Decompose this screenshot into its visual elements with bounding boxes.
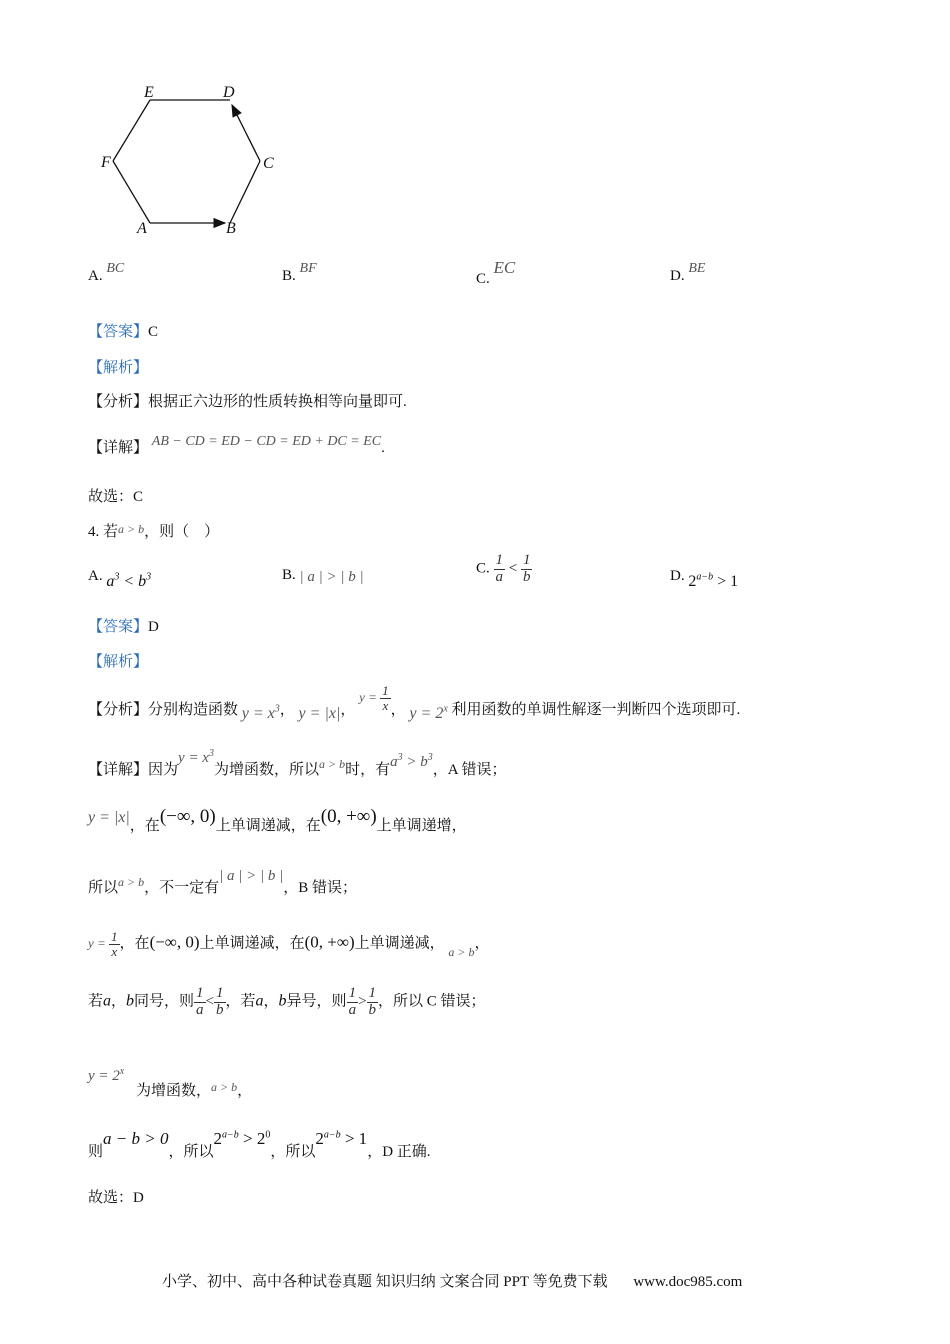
q3-detail: 【详解】 AB − CD = ED − CD = ED + DC = EC. bbox=[88, 434, 385, 456]
q4-option-d-value: $2^{a-b} > 1$ bbox=[688, 571, 739, 590]
q4-option-d: D. $2^{a-b} > 1$ bbox=[670, 568, 739, 590]
q4-detail-line-7: 则a − b > 0，所以$2^{a-b} > 2^0$，所以$2^{a-b} > 1$，D 正确. bbox=[88, 1129, 431, 1160]
q3-option-c: C. EC bbox=[476, 258, 516, 287]
q3-option-b-value: BF bbox=[299, 261, 317, 276]
page-footer bbox=[162, 1270, 742, 1291]
q3-option-a: A. BC bbox=[88, 261, 125, 284]
q3-option-c-value: EC bbox=[493, 258, 516, 277]
vertex-label-a: A bbox=[137, 220, 147, 237]
q4-option-a: A. $a^3 < b^3$ bbox=[88, 568, 152, 590]
q4-analysis: 【分析】分别构造函数 $y = x^3$， y = |x|， y = $\frac{1}{x}$ ， $y = 2^x$ 利用函数的单调性解逐一判断四个选项即可. bbox=[88, 683, 741, 722]
q4-detail-line-3: 所以$_{a > b}$，不一定有| a | > | b |，B 错误； bbox=[88, 868, 358, 896]
q3-answer: 【答案】C bbox=[88, 324, 159, 340]
q4-option-a-value: $a^3 < b^3$ bbox=[106, 571, 152, 590]
edge-fa bbox=[113, 161, 150, 223]
vertex-label-b: B bbox=[226, 220, 236, 237]
hexagon-figure bbox=[95, 80, 295, 240]
q4-conclusion: 故选：D bbox=[88, 1190, 144, 1206]
q4-answer: 【答案】D bbox=[88, 619, 159, 635]
q3-option-a-value: BC bbox=[106, 261, 125, 276]
vertex-label-f: F bbox=[101, 154, 111, 171]
edge-fe bbox=[113, 100, 150, 161]
edge-bc bbox=[230, 161, 260, 223]
q4-detail-line-1: 【详解】因为$y = x^3$为增函数，所以$_{a > b}$时，有$a^3 > b^3$，A 错误； bbox=[88, 748, 507, 778]
vertex-label-d: D bbox=[223, 84, 235, 101]
q4-detail-line-4: y = $\frac{1}{x}$ ，在(−∞, 0)上单调递减，在(0, +∞)上单调递减， $_{a > b}$， bbox=[88, 929, 490, 959]
q4-option-c: C. $\frac{1}{a}$ < $\frac{1}{b}$ bbox=[476, 552, 531, 585]
q3-analysis: 【分析】根据正六边形的性质转换相等向量即可. bbox=[88, 394, 407, 410]
q3-option-d: D. BE bbox=[670, 261, 706, 284]
q4-stem: 4. 若$^{a > b}$，则（ ） bbox=[88, 522, 220, 540]
q3-detail-math: AB − CD = ED − CD = ED + DC = EC bbox=[151, 434, 382, 449]
q3-option-b: B. BF bbox=[282, 261, 317, 284]
q4-detail-line-2: y = |x|，在(−∞, 0)上单调递减，在(0, +∞)上单调递增， bbox=[88, 806, 467, 834]
footer-url[interactable]: www.doc985.com bbox=[633, 1274, 743, 1290]
vertex-label-c: C bbox=[263, 155, 274, 172]
q4-detail-line-6: $y = 2^x$ 为增函数，$^{a > b}$， bbox=[88, 1066, 253, 1099]
footer-text: 小学、初中、高中各种试卷真题 知识归纳 文案合同 PPT 等免费下载 bbox=[162, 1274, 608, 1290]
q4-option-b-value: | a | > | b | bbox=[299, 569, 364, 585]
vertex-label-e: E bbox=[144, 84, 154, 101]
q4-option-b: B. | a | > | b | bbox=[282, 567, 364, 585]
q3-option-d-value: BE bbox=[688, 261, 706, 276]
q4-detail-line-5: 若a，b同号，则 $\frac{1}{a}$ < $\frac{1}{b}$ ，若a，b异号，则 $\frac{1}{a}$ > $\frac{1}{b}$ ，所以 C 错误； bbox=[88, 985, 486, 1018]
vector-cd bbox=[232, 105, 260, 161]
q3-jiexi-tag: 【解析】 bbox=[88, 360, 149, 376]
q4-jiexi-tag: 【解析】 bbox=[88, 654, 149, 670]
q3-conclusion: 故选：C bbox=[88, 489, 144, 505]
